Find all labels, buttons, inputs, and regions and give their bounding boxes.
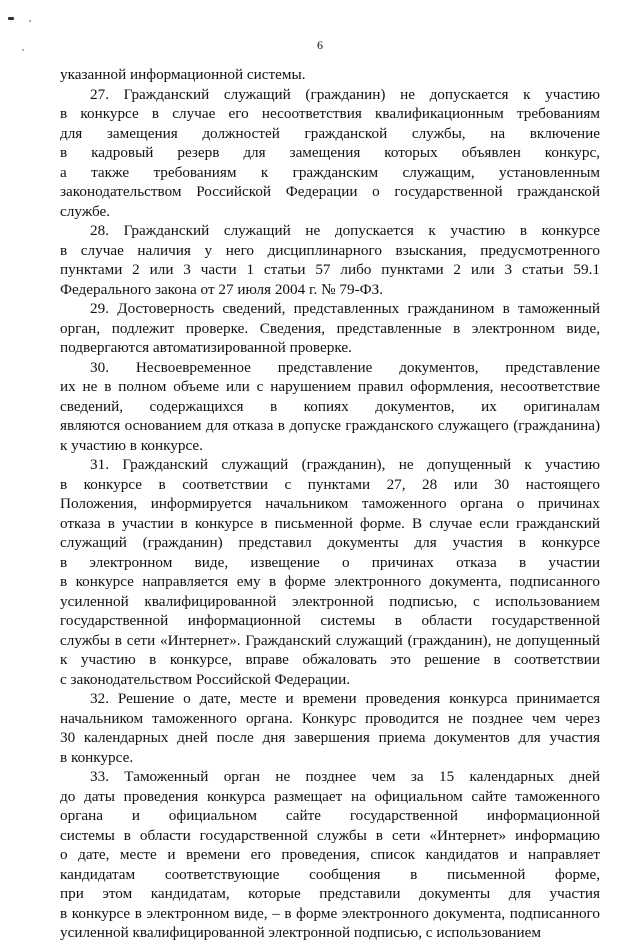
text-line: органа и официальном сайте государственной информационной <box>60 807 600 824</box>
page-number: 6 <box>317 38 323 52</box>
text-line: указанной информационной системы. <box>60 66 306 83</box>
paragraph-p32 <box>60 689 600 767</box>
text-line: Положения, информируется начальником таможенного органа о причинах <box>60 495 600 512</box>
text-line: службе. <box>60 202 111 220</box>
text-line: 33. Таможенный орган не позднее чем за 15 календарных дней <box>90 768 600 785</box>
text-line: до даты проведения конкурса размещает на официальном сайте таможенного <box>60 787 600 805</box>
text-line: в кадровый резерв для замещения которых объявлен конкурс, <box>60 144 600 161</box>
text-line: 30. Несвоевременное представление документов, представление <box>90 358 600 376</box>
paragraph-p28 <box>60 221 600 299</box>
text-line: в конкурсе направляется ему в форме электронного документа, подписанного <box>60 573 600 590</box>
text-line: 30 календарных дней после дня завершения приема документов для участия <box>60 729 600 746</box>
text-line: их не в полном объеме или с нарушением правил оформления, несоответствие <box>60 378 600 395</box>
text-line: в конкурсе в соответствии с пунктами 27, 28 или 30 настоящего <box>60 475 600 493</box>
text-line: 28. Гражданский служащий не допускается к участию в конкурсе <box>90 222 600 239</box>
scan-mark <box>8 17 14 20</box>
document-body <box>60 65 600 943</box>
text-line: в конкурсе в случае его несоответствия квалификационным требованиям <box>60 105 600 122</box>
paragraph-cont <box>60 65 600 85</box>
text-line: 27. Гражданский служащий (гражданин) не допускается к участию <box>90 85 600 103</box>
text-line: в случае наличия у него дисциплинарного взыскания, предусмотренного <box>60 241 600 259</box>
text-line: орган, подлежит проверке. Сведения, представленные в электронном виде, <box>60 319 600 337</box>
text-line: 31. Гражданский служащий (гражданин), не допущенный к участию <box>90 456 600 473</box>
text-line: отказа в участии в конкурсе в письменной форме. В случае если гражданский <box>60 514 600 532</box>
text-line: при этом кандидатам, которые представили документы для участия <box>60 885 600 902</box>
text-line: законодательством Российской Федерации о государственной гражданской <box>60 183 600 200</box>
text-line: службы в сети «Интернет». Гражданский служащий (гражданин), не допущенный <box>60 631 600 649</box>
paragraph-p30 <box>60 358 600 456</box>
text-line: Федерального закона от 27 июля 2004 г. № 79-ФЗ. <box>60 280 384 298</box>
text-line: системы в области государственной службы в сети «Интернет» информацию <box>60 826 600 844</box>
paragraph-p29 <box>60 299 600 358</box>
text-line: являются основанием для отказа в допуске гражданского служащего (гражданина) <box>60 417 600 434</box>
text-line: кандидатам соответствующие сообщения в письменной форме, <box>60 865 600 883</box>
text-line: а также требованиям к гражданским служащим, установленным <box>60 163 600 181</box>
text-line: с законодательством Российской Федерации. <box>60 670 351 688</box>
text-line: 32. Решение о дате, месте и времени проведения конкурса принимается <box>90 690 600 707</box>
text-line: в конкурсе в электронном виде, – в форме электронного документа, подписанного <box>60 904 600 922</box>
paragraph-p27 <box>60 85 600 222</box>
scan-speck <box>29 20 31 22</box>
text-line: подвергаются автоматизированной проверке. <box>60 339 352 356</box>
text-line: для замещения должностей гражданской службы, на включение <box>60 124 600 142</box>
paragraph-p31 <box>60 455 600 689</box>
text-line: к участию в конкурсе, вправе обжаловать это решение в соответствии <box>60 651 600 668</box>
text-line: сведений, содержащихся в копиях документов, их оригиналам <box>60 397 600 415</box>
text-line: начальником таможенного органа. Конкурс проводится не позднее чем через <box>60 709 600 727</box>
text-line: служащий (гражданин) представил документы для участия в конкурсе <box>60 534 600 551</box>
text-line: 29. Достоверность сведений, представленных гражданином в таможенный <box>90 300 600 317</box>
text-line: пунктами 2 или 3 части 1 статьи 57 либо пунктами 2 или 3 статьи 59.1 <box>60 261 600 278</box>
text-line: о дате, месте и времени его проведения, список кандидатов и направляет <box>60 846 600 863</box>
text-line: усиленной квалифицированной электронной подписью, с использованием <box>60 592 600 610</box>
paragraph-p33 <box>60 767 600 943</box>
text-line: усиленной квалифицированной электронной подписью, с использованием <box>60 924 542 941</box>
text-line: в электронном виде, извещение о причинах отказа в участии <box>60 553 600 571</box>
text-line: в конкурсе. <box>60 748 134 766</box>
text-line: государственной информационной системы в области государственной <box>60 612 600 629</box>
text-line: к участию в конкурсе. <box>60 436 203 454</box>
